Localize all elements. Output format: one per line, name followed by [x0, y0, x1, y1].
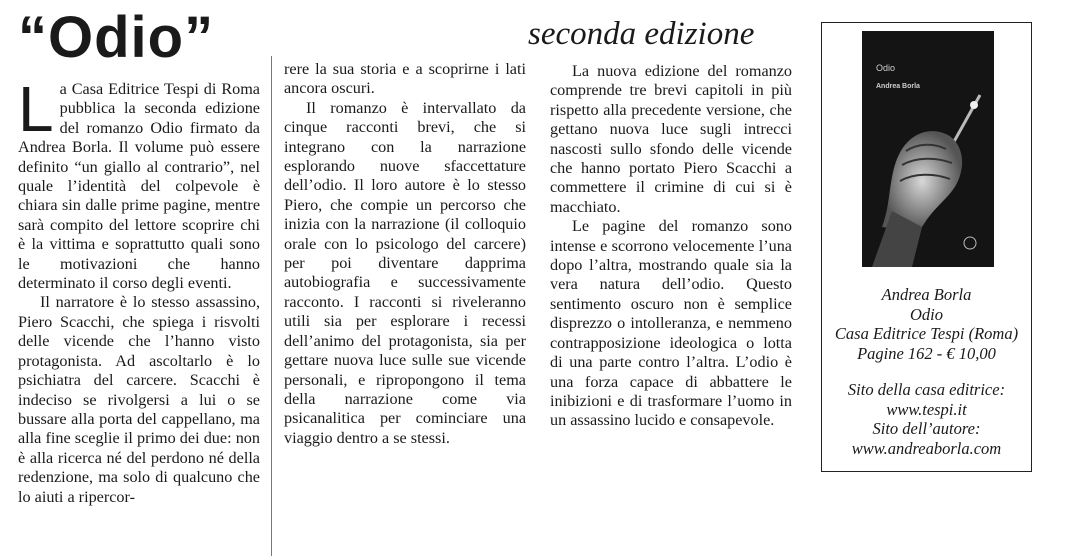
cover-author: Andrea Borla [876, 83, 920, 90]
paragraph: Il romanzo è intervallato da cinque racconti brevi, che si integrano con la narrazione esplorando nuove sfaccettature dell’odio. Il loro autore è lo stesso Piero, che compie un percorso che inizia con la narrazione (il colloquio orale con lo psicologo del carcere) per poi diventare dapprima autobiografia e successivamente racconto. I racconti si riveleranno utili sia per esplorare i recessi dell’animo del protagonista, sia per gettare nuova luce sulle sue vicende personali, e ripropongono il tema della narrazione come via psicanalitica per cominciare una viaggio dentro a se stessi. [284, 98, 526, 447]
author-site-label: Sito dell’autore: [872, 419, 981, 438]
paragraph: Le pagine del romanzo sono intense e scorrono velocemente l’una dopo l’altra, mostrando quale sia la vera natura dell’odio. Questo sentimento oscuro non è semplice disprezzo o intolleranza, e nemmeno contrapposizione ideologica o lotta di una parte contro l’altra. L’odio è una forza capace di abbattere le inibizioni e di trasformare l’uomo in un assassino lucido e consapevole. [550, 217, 792, 430]
article-column-2 [284, 60, 526, 448]
book-publisher: Casa Editrice Tespi (Roma) [834, 324, 1019, 343]
book-author: Andrea Borla [881, 285, 972, 304]
publisher-site-label: Sito della casa editrice: [847, 380, 1006, 399]
book-pages-price: Pagine 162 - € 10,00 [857, 343, 996, 363]
article-title: “Odio” [18, 5, 215, 70]
article-column-3 [550, 62, 792, 431]
paragraph: Il narratore è lo stesso assassino, Piero Scacchi, che spiega i risvolti delle vicende che l’hanno visto protagonista. Ad ascoltarlo è lo psichiatra del carcere. Scacchi è indeciso se rivolgersi a lui o se bussare alla porta del cappellano, ma alla fine sceglie il primo dei due: non è alla ricerca né del perdono né della redenzione, ma solo di qualcuno che lo aiuti a ripercor- [18, 293, 260, 506]
cover-title: Odio [876, 63, 896, 73]
paragraph: rere la sua storia e a scoprirne i lati ancora oscuri. [284, 60, 526, 98]
article-column-1 [18, 73, 260, 507]
book-cover-image [862, 31, 994, 267]
paragraph [18, 73, 260, 293]
publisher-site-link[interactable]: www.tespi.it [886, 399, 967, 419]
article-subtitle: seconda edizione [528, 16, 755, 52]
author-site-link[interactable]: www.andreaborla.com [851, 438, 1002, 458]
book-websites [822, 380, 1031, 458]
drop-cap: L [18, 73, 54, 145]
book-details [822, 285, 1031, 363]
book-info-box [821, 22, 1032, 472]
book-title: Odio [910, 304, 943, 324]
paragraph: La nuova edizione del romanzo comprende tre brevi capitoli in più rispetto alla precedente versione, che gettano nuova luce sugli intrecci nascosti sullo sfondo delle vicende che hanno portato Piero Scacchi a commettere il crimine di cui si è macchiato. [550, 62, 792, 216]
paragraph-text: a Casa Editrice Tespi di Roma pubblica la seconda edizione del romanzo Odio firmato da Andrea Borla. Il volume può essere definito “un giallo al contrario”, nel quale l’identità del colpevole è chiara sin dalle prime pagine, mentre sarà compito del lettore scoprire chi è la vittima e soprattutto quali sono le motivazioni che hanno determinato il corso degli eventi. [18, 80, 260, 293]
column-divider [271, 56, 272, 556]
